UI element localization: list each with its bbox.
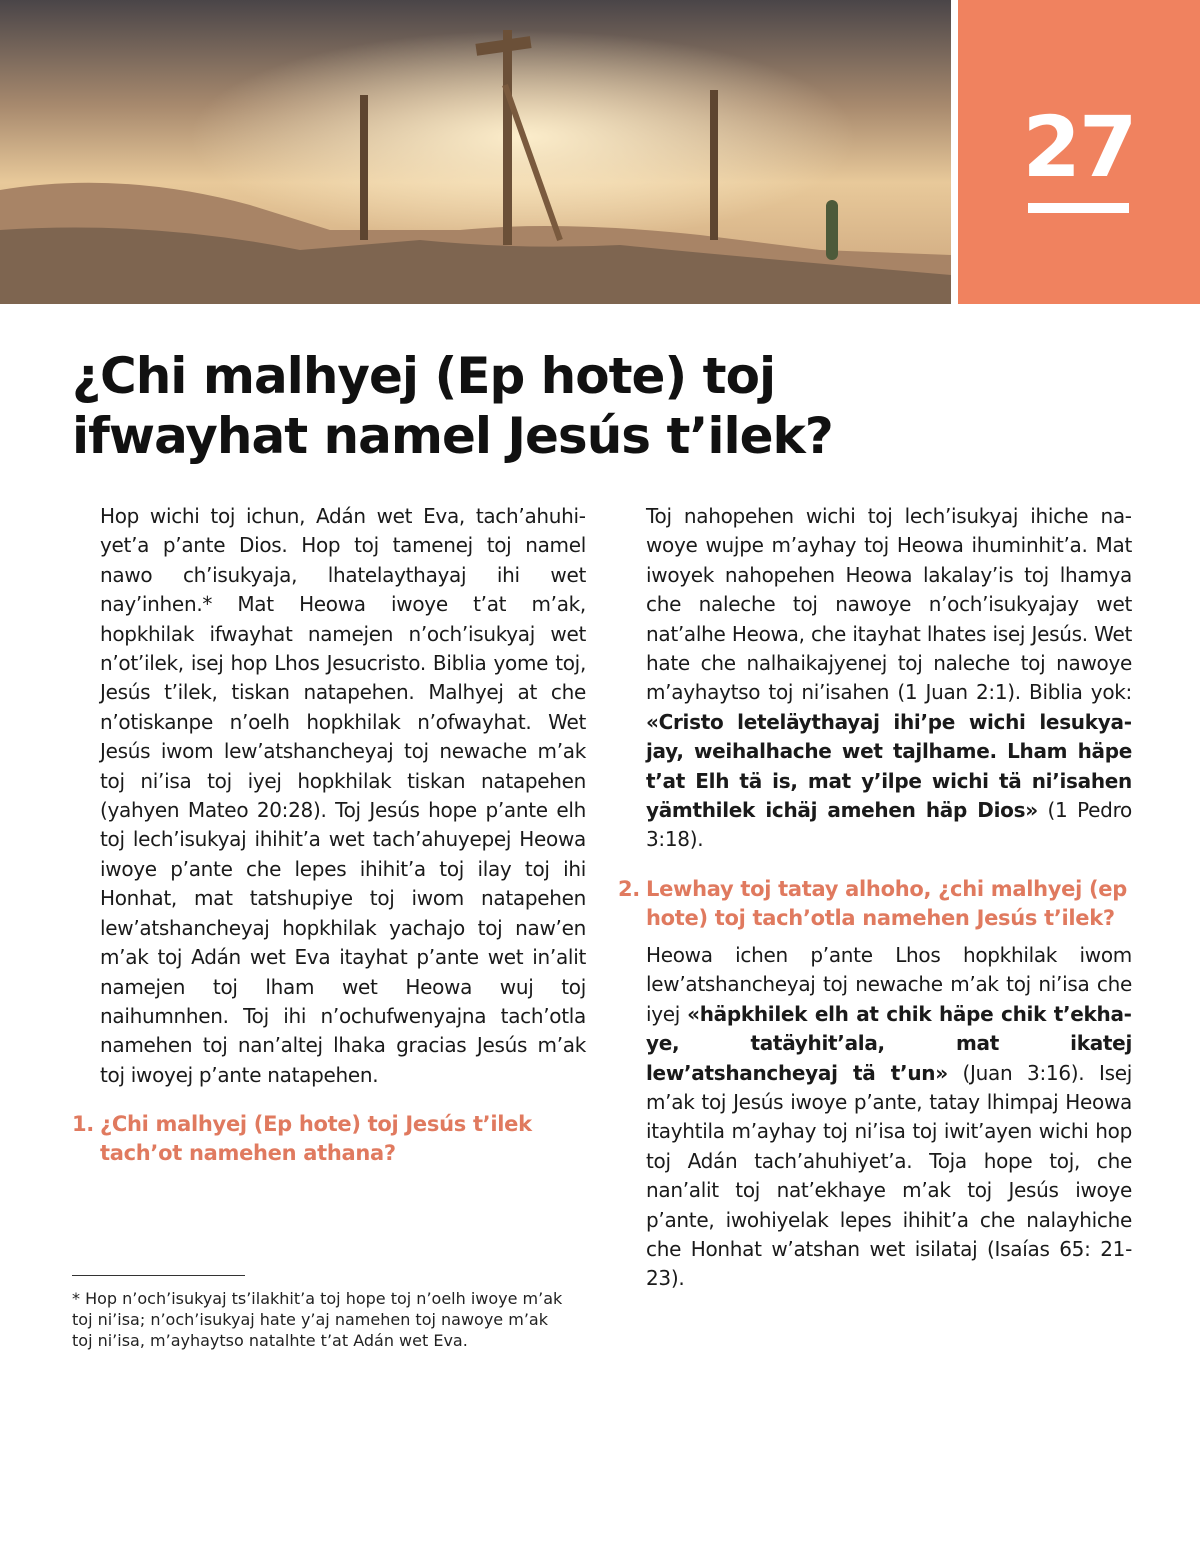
question-2 <box>618 875 1132 933</box>
chapter-badge <box>958 0 1200 304</box>
crucifixion-illustration <box>0 0 951 304</box>
answer-text: Heowa ichen p’ante Lhos hopkhilak iwom lew’atshancheyaj toj newache m’ak toj ni’isa che iyej <box>646 942 1132 1026</box>
footnote-divider <box>72 1275 245 1276</box>
page-title: ¿Chi malhyej (Ep hote) toj ifwayhat namel Jesús t’ilek? <box>72 347 833 465</box>
intro-paragraph: Hop wichi toj ichun, Adán wet Eva, tach’ahuhiyet’a p’ante Dios. Hop toj tamenej toj namel nawo ch’isukyaja, lhatelaythayaj ihi wet nay’inhen.* Mat Heowa iwoye t’at m’ak, hopkhilak ifwayhat namejen n’och’isukyaj wet n’ot’ilek, isej hop Lhos Jesucristo. Biblia yome toj, Jesús t’ilek, tiskan natapehen. Malhyej at che n’otiskanpe n’oelh hopkhilak n’ofwayhat. Wet Jesús iwom lew’atshancheyaj toj newache m’ak toj ni’isa toj iyej hopkhilak tiskan natapehen (yahyen Mateo 20:28). Toj Jesús hope p’ante elh toj lech’isukyaj ihihit’a wet tach’ahuyepej Heowa iwoye p’ante che lepes ihihit’a toj ilay toj ihi Honhat, mat tatshupiye toj iwom natapehen lew’atshancheyaj hopkhilak yachajo toj naw’en m’ak toj Adán wet Eva itayhat p’ante wet in’alit namejen toj lham wet Heowa wuj toj naihumnhen. Toj ihi n’ochufwenyajna tach’otla namehen toj nan’altej lhaka gracias Jesús m’ak toj iwoyej p’ante natapehen. <box>100 504 586 1087</box>
chapter-underline <box>1028 203 1129 213</box>
footnote: * Hop n’och’isukyaj ts’ilakhit’a toj hope toj n’oelh iwoye m’ak toj ni’isa; n’och’isukyaj hate y’aj namehen toj nawoye m’ak toj ni’isa, m’ayhaytso natalhte t’at Adán wet Eva. <box>72 1289 563 1350</box>
question-text: Lewhay toj tatay alhoho, ¿chi malhyej (ep hote) toj tach’otla namehen Jesús t’ilek? <box>646 876 1127 930</box>
question-text: ¿Chi malhyej (Ep hote) toj Jesús t’ilek tach’ot namehen athana? <box>100 1112 532 1166</box>
answer-text: Toj nahopehen wichi toj lech’isukyaj ihiche nawoye wujpe m’ayhay toj Heowa ihuminhit’a. Mat iwoyek nahopehen Heowa lakalay’is toj lhamya che naleche toj nawoye n’och’isukyajay wet nat’alhe Heowa, che itayhat lhates isej Jesús. Wet hate che nalhaikajyenej toj naleche toj nawoye m’ayhaytso toj ni’isahen (1 Juan 2:1). Biblia yok: <box>646 504 1132 705</box>
answer-2-paragraph <box>646 941 1132 1294</box>
scripture-quote: «häpkhilek elh at chik häpe chik t’ekhaye, tatäyhit’ala, mat ikatej lew’atshancheyaj tä t’un» <box>646 1001 1132 1085</box>
scripture-reference: (1 Pedro 3:18). <box>646 798 1132 852</box>
question-number: 1. <box>72 1112 94 1137</box>
answer-1-paragraph <box>646 502 1132 855</box>
question-1 <box>72 1110 586 1168</box>
right-column <box>618 502 1132 1294</box>
chapter-number: 27 <box>1022 98 1136 196</box>
scripture-quote: «Cristo leteläythayaj ihi’pe wichi lesukyajay, weihalhache wet tajlhame. Lham häpe t’at Elh tä is, mat y’ilpe wichi tä ni’isahen yämthilek ichäj amehen häp Dios» <box>646 709 1132 823</box>
left-column <box>72 502 586 1176</box>
answer-text-continued: (Juan 3:16). Isej m’ak toj Jesús iwoye p’ante, tatay lhimpaj Heowa itayhtila m’ayhay toj ni’isa toj iwit’ayen wichi hop toj Adán tach’ahuhiyet’a. Toja hope toj, che nan’alit toj nat’ekhaye m’ak toj Jesús iwoye p’ante, iwohiyelak lepes ihihit’a che nalayhiche che Honhat w’atshan wet isilataj (Isaías 65: 21-23). <box>646 1060 1132 1291</box>
question-number: 2. <box>618 876 640 901</box>
